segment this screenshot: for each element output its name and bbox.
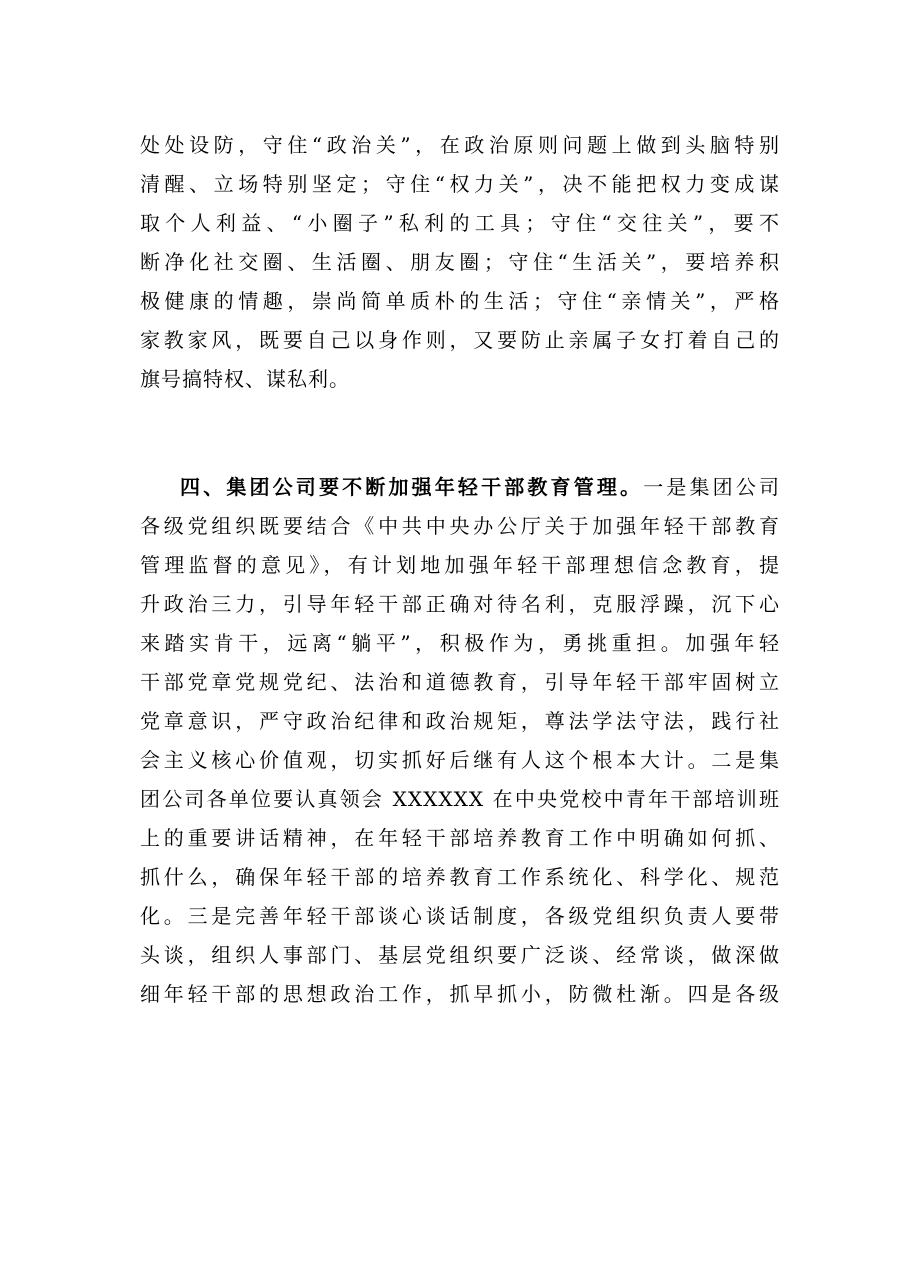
paragraph-line: 取个人利益、“小圈子”私利的工具；守住“交往关”，要不 [140, 211, 780, 235]
paragraph-line: 极健康的情趣，崇尚简单质朴的生活；守住“亲情关”，严格 [140, 289, 780, 313]
paragraph-line: 管理监督的意见》，有计划地加强年轻干部理想信念教育，提 [140, 553, 780, 577]
paragraph-line: 头谈，组织人事部门、基层党组织要广泛谈、经常谈，做深做 [140, 943, 780, 967]
paragraph-line: 清醒、立场特别坚定；守住“权力关”，决不能把权力变成谋 [140, 172, 780, 196]
paragraph-line: 团公司各单位要认真领会 XXXXXX 在中央党校中青年干部培训班 [140, 787, 780, 811]
paragraph-2 [140, 468, 780, 1014]
paragraph-line: 细年轻干部的思想政治工作，抓早抓小，防微杜渐。四是各级 [140, 982, 780, 1006]
paragraph-line: 干部党章党规党纪、法治和道德教育，引导年轻干部牢固树立 [140, 670, 780, 694]
paragraph-line: 来踏实肯干，远离“躺平”，积极作为，勇挑重担。加强年轻 [140, 631, 780, 655]
paragraph-line: 抓什么，确保年轻干部的培养教育工作系统化、科学化、规范 [140, 865, 780, 889]
paragraph-line: 断净化社交圈、生活圈、朋友圈；守住“生活关”，要培养积 [140, 250, 780, 274]
paragraph-line: 各级党组织既要结合《中共中央办公厅关于加强年轻干部教育 [140, 514, 780, 538]
paragraph-line: 家教家风，既要自己以身作则，又要防止亲属子女打着自己的 [140, 328, 780, 352]
heading-continuation: 一是集团公司 [643, 475, 780, 499]
paragraph-line: 化。三是完善年轻干部谈心谈话制度，各级党组织负责人要带 [140, 904, 780, 928]
paragraph-line: 会主义核心价值观，切实抓好后继有人这个根本大计。二是集 [140, 748, 780, 772]
paragraph-line: 升政治三力，引导年轻干部正确对待名利，克服浮躁，沉下心 [140, 592, 780, 616]
paragraph-line: 处处设防，守住“政治关”，在政治原则问题上做到头脑特别 [140, 133, 780, 157]
paragraph-line: 党章意识，严守政治纪律和政治规矩，尊法学法守法，践行社 [140, 709, 780, 733]
paragraph-line: 上的重要讲话精神，在年轻干部培养教育工作中明确如何抓、 [140, 826, 780, 850]
section-heading: 四、集团公司要不断加强年轻干部教育管理。 [180, 475, 644, 499]
paragraph-1 [140, 126, 780, 399]
paragraph-line: 旗号搞特权、谋私利。 [140, 367, 350, 391]
paragraph-first-line [140, 468, 780, 507]
